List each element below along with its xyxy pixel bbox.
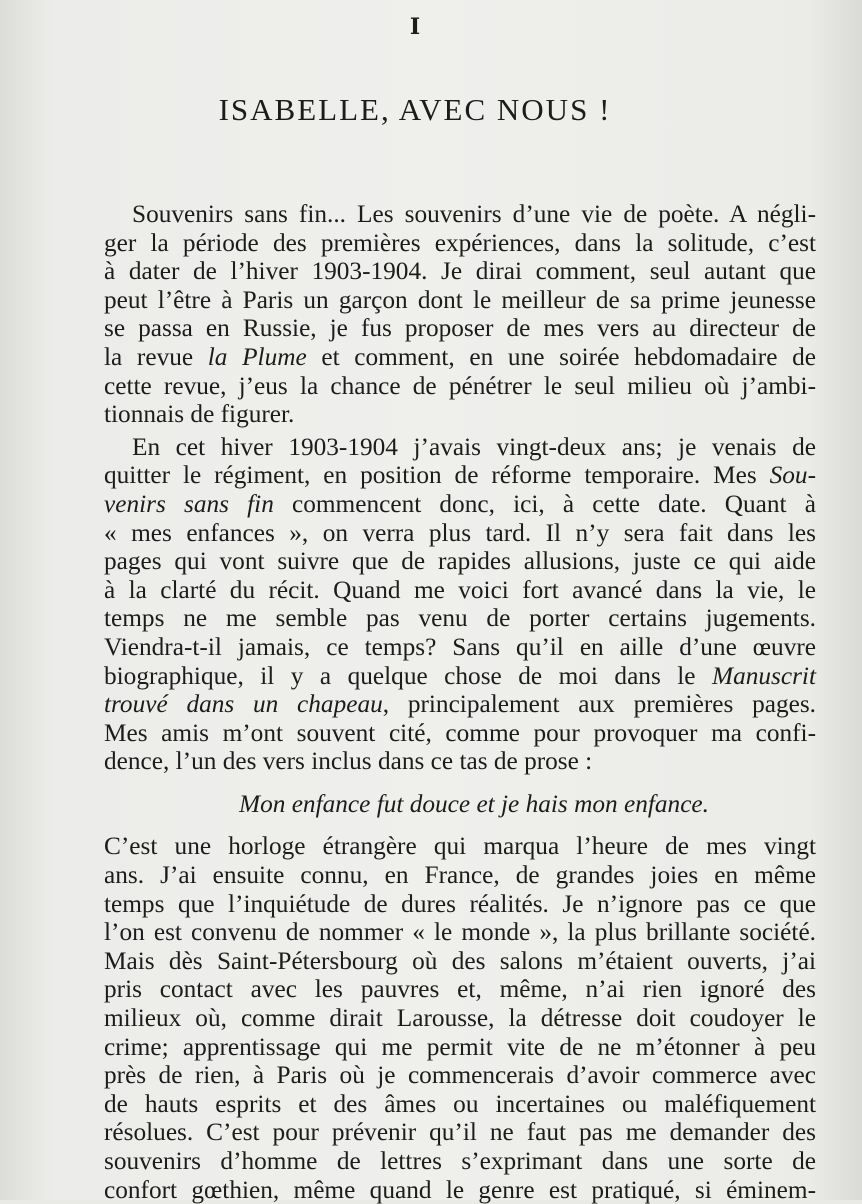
italic-text: venirs sans fin xyxy=(104,489,274,518)
text-line: Souvenirs sans fin... Les souvenirs d’une vie de poète. A négli- xyxy=(132,200,816,228)
text-line: résolues. C’est pour prévenir qu’il ne faut pas me demander des xyxy=(104,1118,816,1147)
text-line: l’on est convenu de nommer « le monde », la plus brillante société. xyxy=(104,918,816,947)
text-segment: la revue xyxy=(104,342,208,371)
italic-title: Manuscrit xyxy=(712,661,816,690)
text-segment: et comment, en une soirée hebdomadaire de xyxy=(306,342,816,371)
text-segment: , principalement aux premières pages. xyxy=(382,690,816,719)
text-line: près de rien, à Paris où je commencerais d’avoir commerce avec xyxy=(104,1061,816,1090)
text-line: Viendra-t-il jamais, ce temps? Sans qu’il en aille d’une œuvre xyxy=(104,632,816,661)
verse-quote: Mon enfance fut douce et je hais mon enfance. xyxy=(239,789,709,818)
paragraph-2 xyxy=(104,433,816,776)
text-line: pris contact avec les pauvres et, même, n’ai rien ignoré des xyxy=(104,975,816,1004)
text-line: se passa en Russie, je fus proposer de mes vers au directeur de xyxy=(104,314,816,343)
text-segment: biographique, il y a quelque chose de moi dans le xyxy=(104,661,712,690)
text-line: temps que l’inquiétude de dures réalités. Je n’ignore pas ce que xyxy=(104,889,816,918)
text-line: En cet hiver 1903-1904 j’avais vingt-deux ans; je venais de xyxy=(132,432,816,461)
text-line xyxy=(104,343,816,372)
text-line xyxy=(104,662,816,691)
text-line xyxy=(104,690,816,719)
text-segment: quitter le régiment, en position de réforme temporaire. Mes xyxy=(104,461,770,490)
text-line: Mais dès Saint-Pétersbourg où des salons m’étaient ouverts, j’ai xyxy=(104,946,816,975)
paragraph-1 xyxy=(104,200,816,429)
text-line xyxy=(104,490,816,519)
text-line: temps ne me semble pas venu de porter certains jugements. xyxy=(104,604,816,633)
text-line: ans. J’ai ensuite connu, en France, de grandes joies en même xyxy=(104,861,816,890)
text-line: pages qui vont suivre que de rapides allusions, juste ce qui aide xyxy=(104,547,816,576)
text-line: C’est une horloge étrangère qui marqua l’heure de mes vingt xyxy=(104,832,816,861)
text-line: « mes enfances », on verra plus tard. Il n’y sera fait dans les xyxy=(104,518,816,547)
text-line: souvenirs d’homme de lettres s’exprimant dans une sorte de xyxy=(104,1147,816,1175)
text-line: milieux où, comme dirait Larousse, la détresse doit coudoyer le xyxy=(104,1004,816,1033)
chapter-number: I xyxy=(409,14,421,40)
italic-title: la Plume xyxy=(207,342,307,371)
text-line: de hauts esprits et des âmes ou incertaines ou maléfiquement xyxy=(104,1089,816,1118)
text-line: tionnais de figurer. xyxy=(104,400,295,429)
text-line: crime; apprentissage qui me permit vite de ne m’étonner à peu xyxy=(104,1032,816,1061)
text-line: à la clarté du récit. Quand me voici fort avancé dans la vie, le xyxy=(104,575,816,604)
text-line: ger la période des premières expériences, dans la solitude, c’est xyxy=(104,228,816,257)
text-line xyxy=(104,461,816,490)
text-line: Mes amis m’ont souvent cité, comme pour provoquer ma confi- xyxy=(104,718,816,747)
body-text xyxy=(104,200,816,1204)
text-line: cette revue, j’eus la chance de pénétrer le seul milieu où j’ambi- xyxy=(104,371,816,400)
paragraph-3 xyxy=(104,832,816,1204)
text-line: à dater de l’hiver 1903-1904. Je dirai comment, seul autant que xyxy=(104,257,816,286)
text-line: peut l’être à Paris un garçon dont le meilleur de sa prime jeunesse xyxy=(104,285,816,314)
text-line: confort gœthien, même quand le genre est pratiqué, si éminem- xyxy=(104,1175,816,1204)
italic-title: trouvé dans un chapeau xyxy=(104,690,383,719)
text-line: dence, l’un des vers inclus dans ce tas de prose : xyxy=(104,747,593,776)
text-segment: commencent donc, ici, à cette date. Quant à xyxy=(273,489,816,518)
italic-text: Sou- xyxy=(769,461,816,490)
chapter-title: ISABELLE, AVEC NOUS ! xyxy=(218,92,612,127)
